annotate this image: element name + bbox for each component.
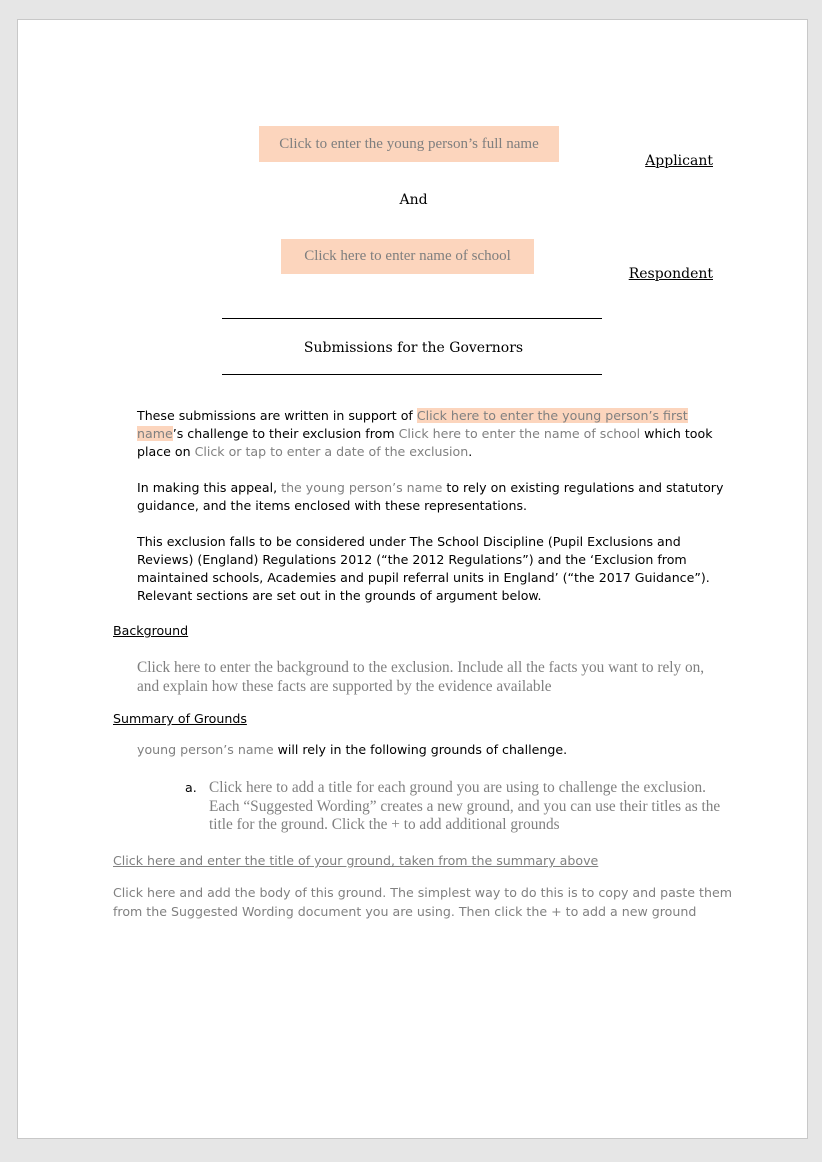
intro-text-a: These submissions are written in support of [137, 408, 417, 423]
title-rule-bottom [222, 374, 602, 375]
document-page [17, 19, 808, 1139]
intro-text-b: ’s challenge to their exclusion from [172, 426, 399, 441]
background-heading: Background [113, 623, 189, 638]
page-title: Submissions for the Governors [303, 340, 524, 356]
intro-text-d: . [468, 444, 473, 459]
school-name-field[interactable]: Click here to enter name of school [281, 239, 534, 274]
summary-intro [137, 741, 737, 759]
appeal-paragraph [137, 479, 737, 515]
ground-title-field[interactable]: Click here and enter the title of your ground, taken from the summary above [113, 853, 599, 868]
applicant-label: Applicant [645, 153, 713, 169]
appeal-text-b: to rely on existing regulations and statutory guidance, and the items enclosed with these representations. [137, 480, 724, 513]
summary-heading: Summary of Grounds [113, 711, 247, 726]
appeal-text-a: In making this appeal, [137, 480, 282, 495]
title-rule-top [222, 318, 602, 319]
intro-text-c: which took place on [137, 426, 713, 459]
list-marker: a. [185, 780, 197, 795]
regulations-paragraph: This exclusion falls to be considered under The School Discipline (Pupil Exclusions and Reviews) (England) Regulations 2012 (“the 2012 Regulations”) and the ‘Exclusion from maintained schools, Academies and pupil referral units in England’ (“the 2017 Guidance”). Relevant sections are set out in the grounds of argument below. [137, 534, 710, 603]
young-person-full-name-field[interactable]: Click to enter the young person’s full name [259, 126, 559, 162]
young-person-name-field[interactable]: the young person’s name [281, 480, 443, 495]
and-label: And [399, 192, 428, 208]
respondent-label: Respondent [628, 266, 713, 282]
exclusion-date-field[interactable]: Click or tap to enter a date of the exclusion [194, 444, 469, 459]
ground-list-item-field[interactable]: Click here to add a title for each ground you are using to challenge the exclusion. Each “Suggested Wording” creates a new ground, and you can use their titles as the title for the ground. Click the + to add additional grounds [209, 779, 721, 833]
summary-intro-text: will rely in the following grounds of challenge. [273, 742, 568, 757]
school-name-inline-field[interactable]: Click here to enter the name of school [398, 426, 641, 441]
ground-body-field[interactable]: Click here and add the body of this ground. The simplest way to do this is to copy and paste them from the Suggested Wording document you are using. Then click the + to add a new ground [113, 885, 732, 919]
first-name-field[interactable]: Click here to enter the young person’s first name [137, 408, 688, 441]
summary-name-field[interactable]: young person’s name [137, 742, 274, 757]
intro-paragraph [137, 407, 737, 461]
background-field[interactable]: Click here to enter the background to the exclusion. Include all the facts you want to rely on, and explain how these facts are supported by the evidence available [137, 659, 705, 695]
